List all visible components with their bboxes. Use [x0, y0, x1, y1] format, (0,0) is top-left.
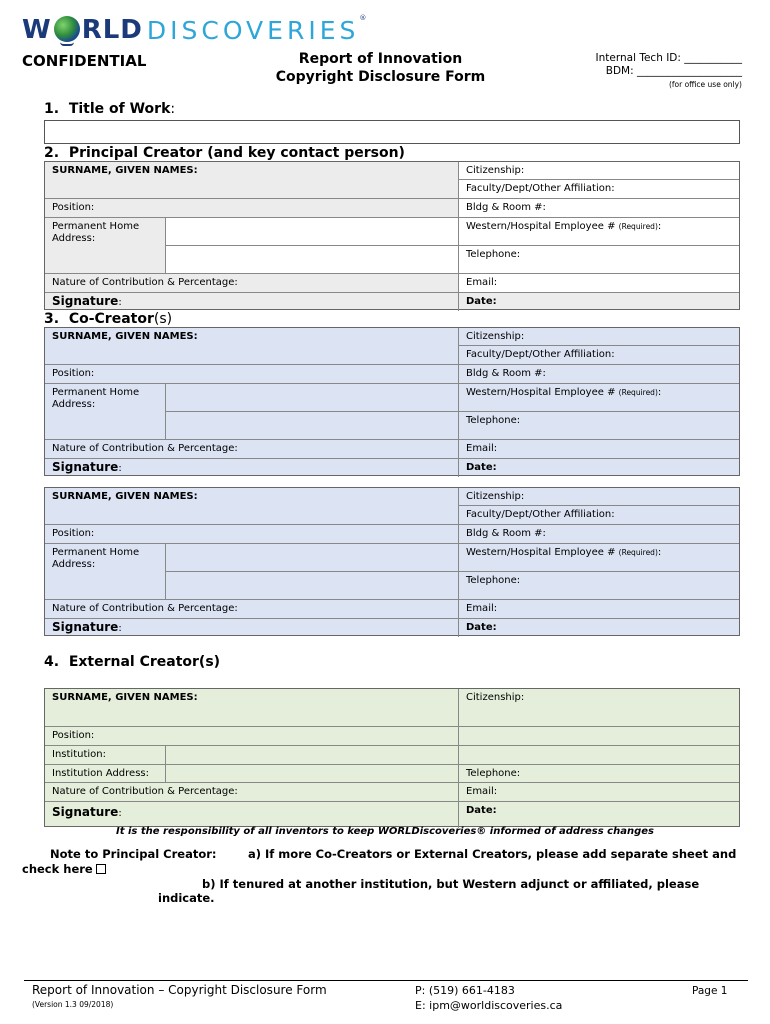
check-here: [22, 862, 106, 876]
logo-letter-w: W: [22, 15, 52, 45]
citizenship-field[interactable]: Citizenship:: [459, 689, 739, 727]
position-right-blank[interactable]: [459, 727, 739, 746]
office-use-note: (for office use only): [668, 80, 742, 89]
logo-registered-mark: ®: [359, 14, 367, 22]
footer-contact: [415, 983, 562, 1013]
position-field[interactable]: Position:: [45, 365, 459, 384]
footer-divider: [24, 980, 748, 981]
employee-number-field[interactable]: Western/Hospital Employee # (Required):: [459, 384, 739, 412]
signature-field[interactable]: Signature:: [45, 802, 459, 828]
surname-field[interactable]: SURNAME, GIVEN NAMES:: [45, 162, 459, 199]
document-title-line2: Copyright Disclosure Form: [275, 69, 486, 85]
home-address-line1-input[interactable]: [166, 384, 459, 412]
section-title-of-work-heading: 1. Title of Work:: [44, 101, 176, 117]
contribution-field[interactable]: Nature of Contribution & Percentage:: [45, 274, 459, 293]
bldg-room-field[interactable]: Bldg & Room #:: [459, 365, 739, 384]
position-field[interactable]: Position:: [45, 525, 459, 544]
email-field[interactable]: Email:: [459, 274, 739, 293]
title-of-work-input[interactable]: [44, 120, 740, 144]
bldg-room-field[interactable]: Bldg & Room #:: [459, 199, 739, 218]
contribution-field[interactable]: Nature of Contribution & Percentage:: [45, 440, 459, 459]
surname-field[interactable]: SURNAME, GIVEN NAMES:: [45, 689, 459, 727]
faculty-field[interactable]: Faculty/Dept/Other Affiliation:: [459, 346, 739, 365]
date-field[interactable]: Date:: [466, 296, 497, 307]
contribution-field[interactable]: Nature of Contribution & Percentage:: [45, 600, 459, 619]
note-a-text: a) If more Co-Creators or External Creators, please add separate sheet and: [248, 847, 737, 861]
signature-field[interactable]: Signature:: [45, 459, 459, 477]
email-field[interactable]: Email:: [459, 440, 739, 459]
co-creator-form-1: [44, 327, 740, 476]
date-field[interactable]: Date:: [466, 622, 497, 633]
signature-field[interactable]: Signature:: [45, 293, 459, 311]
office-use-box: [560, 52, 742, 91]
home-address-line2-input[interactable]: [166, 412, 459, 440]
home-address-line1-input[interactable]: [166, 544, 459, 572]
worldiscoveries-logo: [22, 8, 366, 52]
logo-discoveries: DISCOVERIES: [146, 15, 360, 45]
address-change-notice: It is the responsibility of all inventors to keep WORLDiscoveries® informed of address changes: [116, 826, 654, 837]
date-field[interactable]: Date:: [466, 805, 497, 816]
telephone-field[interactable]: Telephone:: [459, 765, 739, 783]
principal-creator-form: [44, 161, 740, 310]
page-number: Page 1: [692, 985, 728, 997]
more-creators-checkbox[interactable]: [96, 864, 106, 874]
faculty-field[interactable]: Faculty/Dept/Other Affiliation:: [459, 180, 739, 199]
surname-field[interactable]: SURNAME, GIVEN NAMES:: [45, 488, 459, 525]
home-address-label: Permanent Home Address:: [45, 544, 166, 600]
telephone-field[interactable]: Telephone:: [459, 246, 739, 274]
section-co-creator-heading: 3. Co-Creator(s): [44, 311, 173, 327]
bldg-room-field[interactable]: Bldg & Room #:: [459, 525, 739, 544]
globe-icon: [54, 16, 80, 42]
employee-number-field[interactable]: Western/Hospital Employee # (Required):: [459, 544, 739, 572]
external-creator-form: [44, 688, 740, 827]
signature-field[interactable]: Signature:: [45, 619, 459, 637]
citizenship-field[interactable]: Citizenship:: [459, 488, 739, 506]
check-here-label: check here: [22, 862, 93, 876]
document-title-line1: Report of Innovation: [298, 51, 463, 67]
home-address-line1-input[interactable]: [166, 218, 459, 246]
home-address-label: Permanent Home Address:: [45, 218, 166, 274]
note-b-text: b) If tenured at another institution, but Western adjunct or affiliated, please: [202, 877, 700, 891]
home-address-label: Permanent Home Address:: [45, 384, 166, 440]
co-creator-form-2: [44, 487, 740, 636]
citizenship-field[interactable]: Citizenship:: [459, 162, 739, 180]
citizenship-field[interactable]: Citizenship:: [459, 328, 739, 346]
position-field[interactable]: Position:: [45, 199, 459, 218]
note-label: Note to Principal Creator:: [50, 847, 217, 861]
institution-address-label: Institution Address:: [45, 765, 166, 783]
logo-letters-rld: RLD: [81, 15, 143, 45]
note-b-text-continued: indicate.: [158, 891, 215, 905]
institution-address-input[interactable]: [166, 765, 459, 783]
surname-field[interactable]: SURNAME, GIVEN NAMES:: [45, 328, 459, 365]
footer-phone: P: (519) 661-4183: [415, 984, 515, 997]
telephone-field[interactable]: Telephone:: [459, 412, 739, 440]
footer-version: (Version 1.3 09/2018): [32, 1000, 114, 1009]
internal-tech-id-field: Internal Tech ID: ___________: [595, 52, 742, 64]
institution-input[interactable]: [166, 746, 459, 765]
email-field[interactable]: Email:: [459, 783, 739, 802]
contribution-field[interactable]: Nature of Contribution & Percentage:: [45, 783, 459, 802]
section-external-creator-heading: 4. External Creator(s): [44, 654, 221, 670]
document-title: [268, 50, 493, 86]
bdm-field: BDM: ____________________: [605, 65, 742, 77]
date-field[interactable]: Date:: [466, 462, 497, 473]
employee-number-field[interactable]: Western/Hospital Employee # (Required):: [459, 218, 739, 246]
confidential-label: CONFIDENTIAL: [22, 52, 147, 70]
institution-right-blank[interactable]: [459, 746, 739, 765]
position-field[interactable]: Position:: [45, 727, 459, 746]
section-principal-creator-heading: 2. Principal Creator (and key contact person): [44, 145, 405, 161]
footer-email: E: ipm@worldiscoveries.ca: [415, 999, 563, 1012]
home-address-line2-input[interactable]: [166, 572, 459, 600]
home-address-line2-input[interactable]: [166, 246, 459, 274]
footer-form-name: Report of Innovation – Copyright Disclosure Form: [32, 983, 327, 997]
faculty-field[interactable]: Faculty/Dept/Other Affiliation:: [459, 506, 739, 525]
email-field[interactable]: Email:: [459, 600, 739, 619]
institution-label: Institution:: [45, 746, 166, 765]
telephone-field[interactable]: Telephone:: [459, 572, 739, 600]
